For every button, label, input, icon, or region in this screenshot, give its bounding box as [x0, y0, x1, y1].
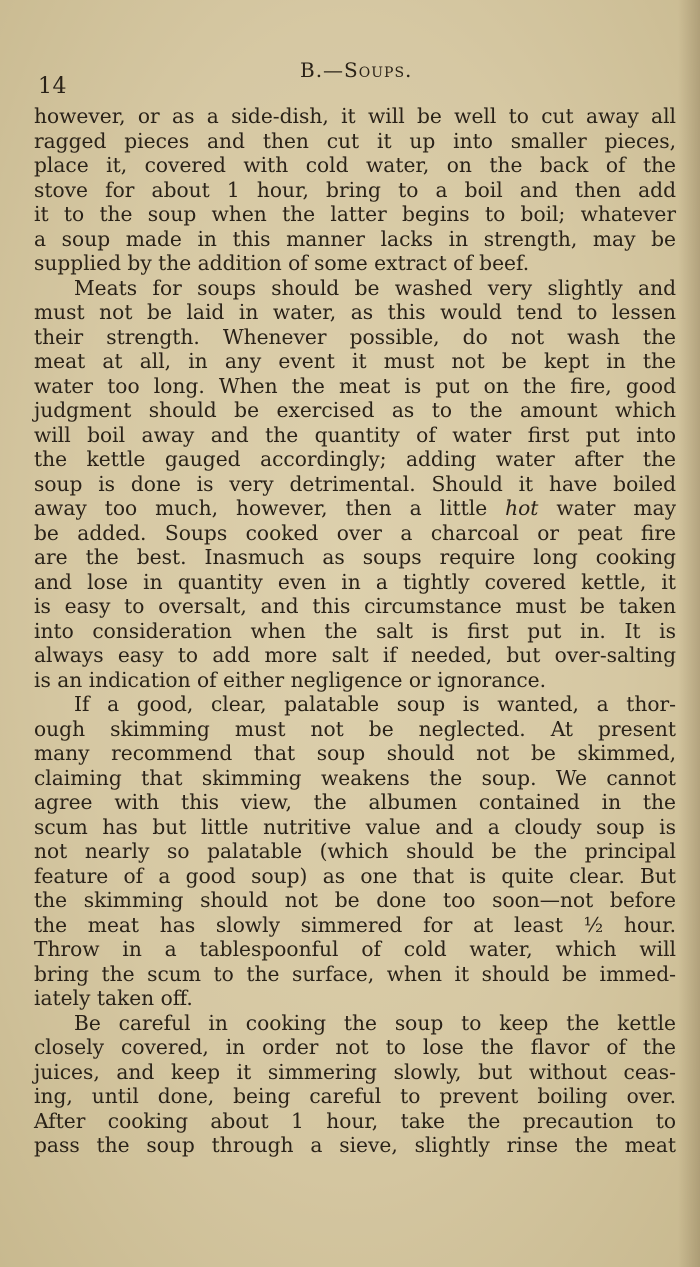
text-line: pass the soup through a sieve, slightly rinse the meat [34, 1133, 676, 1157]
text-line: ough skimming must not be neglected. At present [34, 716, 676, 741]
text-line: away too much, however, then a little hot water may [34, 496, 676, 520]
text-line: soup is done is very detrimental. Should it have boiled [34, 471, 676, 496]
text-line: the meat has slowly simmered for at least ½ hour. [34, 912, 676, 937]
text-line: After cooking about 1 hour, take the precaution to [34, 1108, 676, 1133]
text-line: must not be laid in water, as this would tend to lessen [34, 300, 676, 324]
text-line: ing, until done, being careful to prevent boiling over. [34, 1084, 676, 1108]
text-line: juices, and keep it simmering slowly, but without ceas- [34, 1059, 676, 1084]
text-line: a soup made in this manner lacks in strength, may be [34, 226, 676, 251]
text-line: is easy to oversalt, and this circumstance must be taken [34, 594, 676, 618]
text-line: the skimming should not be done too soon—not before [34, 888, 676, 912]
text-line: closely covered, in order not to lose the flavor of the [34, 1035, 676, 1059]
text-line: stove for about 1 hour, bring to a boil and then add [34, 177, 676, 202]
text-line: their strength. Whenever possible, do not wash the [34, 324, 676, 349]
text-line: Throw in a tablespoonful of cold water, which will [34, 937, 676, 961]
text-line: iately taken off. [34, 986, 193, 1010]
text-line: judgment should be exercised as to the amount which [34, 398, 676, 422]
text-line: into consideration when the salt is first put in. It is [34, 618, 676, 643]
text-line: ragged pieces and then cut it up into smaller pieces, [34, 128, 676, 153]
text-line: If a good, clear, palatable soup is wanted, a thor- [74, 692, 676, 716]
text-line: will boil away and the quantity of water first put into [34, 422, 676, 447]
text-line: water too long. When the meat is put on the fire, good [34, 373, 676, 398]
text-line: meat at all, in any event it must not be kept in the [34, 349, 676, 373]
text-line: bring the scum to the surface, when it should be immed- [34, 961, 676, 986]
text-line: claiming that skimming weakens the soup. We cannot [34, 765, 676, 790]
emphasis-word: hot [505, 496, 539, 520]
body-text [34, 104, 676, 1158]
text-line: however, or as a side-dish, it will be well to cut away all [34, 104, 676, 128]
text-line: it to the soup when the latter begins to boil; whatever [34, 202, 676, 226]
text-line: feature of a good soup) as one that is quite clear. But [34, 863, 676, 888]
text-line: place it, covered with cold water, on the back of the [34, 153, 676, 177]
text-line: supplied by the addition of some extract of beef. [34, 251, 530, 275]
text-line: are the best. Inasmuch as soups require long cooking [34, 545, 676, 569]
text-line: Meats for soups should be washed very slightly and [74, 275, 676, 300]
text-line: not nearly so palatable (which should be the principal [34, 839, 676, 863]
text-line: many recommend that soup should not be skimmed, [34, 741, 676, 765]
text-line: Be careful in cooking the soup to keep the kettle [74, 1010, 676, 1035]
text-line: and lose in quantity even in a tightly covered kettle, it [34, 569, 676, 594]
text-line: agree with this view, the albumen contained in the [34, 790, 676, 814]
running-head: B.—Soups. [300, 58, 413, 82]
text-line: is an indication of either negligence or ignorance. [34, 667, 547, 692]
text-line: the kettle gauged accordingly; adding water after the [34, 447, 676, 471]
text-line: always easy to add more salt if needed, but over-salting [34, 643, 676, 667]
page-header [38, 56, 670, 100]
text-line: be added. Soups cooked over a charcoal or peat fire [34, 520, 676, 545]
page-number: 14 [38, 74, 67, 99]
text-line: scum has but little nutritive value and a cloudy soup is [34, 814, 676, 839]
